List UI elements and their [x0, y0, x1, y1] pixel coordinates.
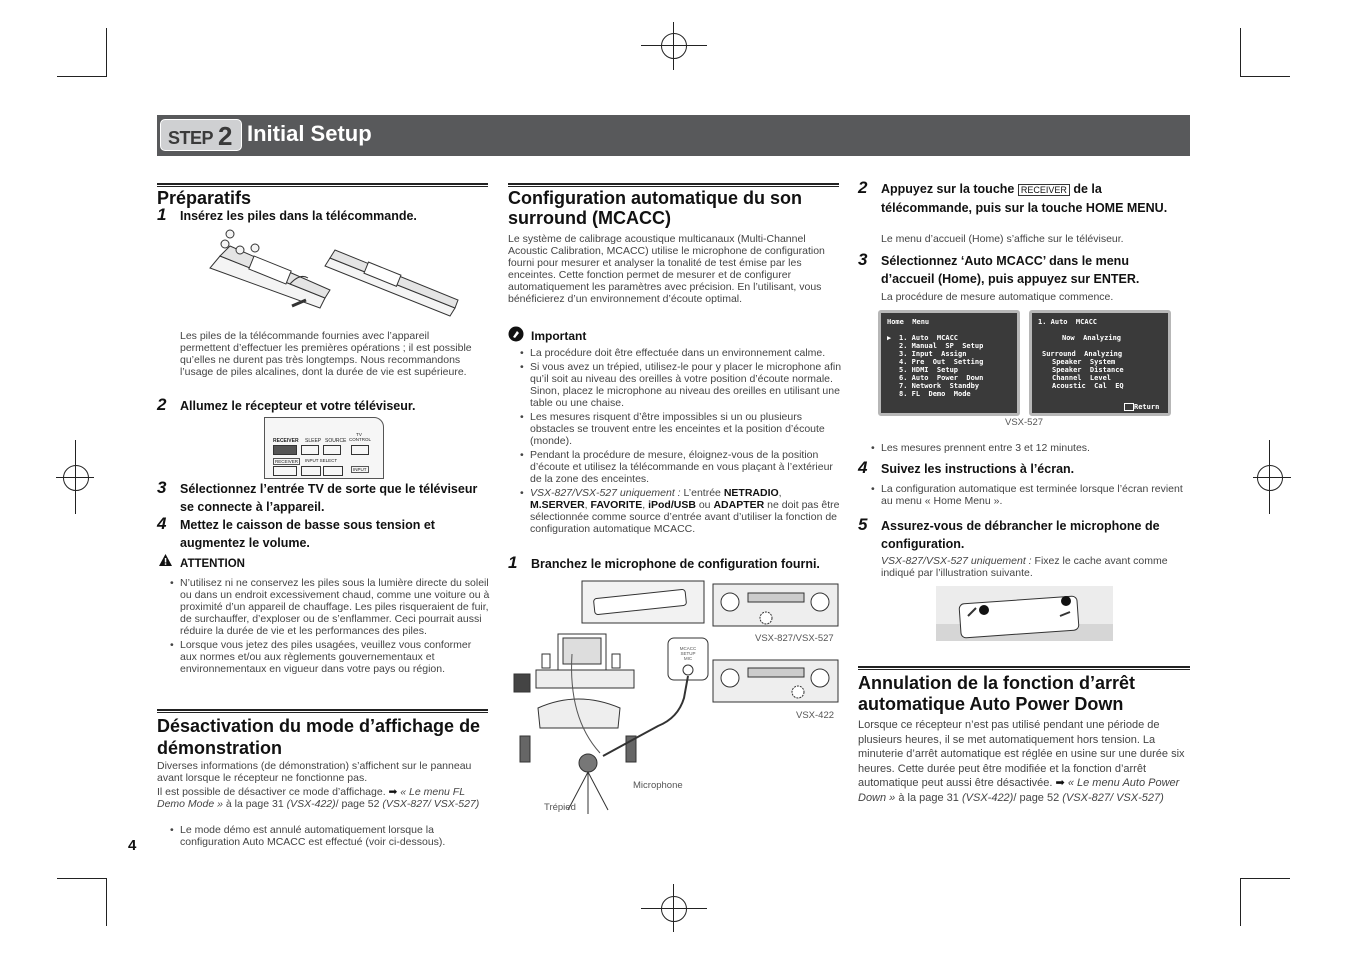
menu-item-6[interactable]: 6. Auto Power Down: [899, 374, 984, 382]
demo-reference: Il est possible de désactiver ce mode d’affichage. ➡ « Le menu FL Demo Mode » à la page 31 (VSX-422)/ page 52 (VSX-827/ VSX-527): [157, 786, 480, 810]
warning-icon: [158, 553, 173, 567]
step-header: [157, 115, 1190, 156]
input-select-right-button[interactable]: [323, 466, 343, 476]
caption-microphone: Microphone: [633, 780, 683, 791]
page-title: Initial Setup: [247, 121, 372, 146]
receiver-mode-button[interactable]: [273, 466, 297, 476]
demo-paragraph: Diverses informations (de démonstration) s’affichent sur le panneau avant lorsque le récepteur ne fonctionne pas.: [157, 760, 472, 784]
list-item: • Si vous avez un trépied, utilisez-le pour y placer le microphone afin qu’il soit au niveau des oreilles à votre position d’écoute normale. Sinon, placez le microphone au niveau des oreilles en utilisant une table ou une chaise.: [520, 361, 842, 409]
arrow-icon: ➡: [1055, 777, 1065, 789]
caption-vsx827: VSX-827/VSX-527: [755, 633, 834, 644]
caption-vsx422: VSX-422: [796, 710, 835, 721]
step-text: Allumez le récepteur et votre téléviseur.: [180, 399, 416, 413]
section-rule: [508, 183, 839, 187]
step-text: Sélectionnez ‘Auto MCACC’ dans le menu d’accueil (Home), puis appuyez sur ENTER.: [881, 254, 1140, 286]
step5-note: VSX-827/VSX-527 uniquement : Fixez le cache avant comme indiqué par l’illustration suivante.: [881, 555, 1168, 579]
list-item: • La procédure doit être effectuée dans un environnement calme.: [520, 347, 842, 359]
screen-title: Home Menu: [887, 318, 930, 326]
menu-item-2[interactable]: 2. Manual SP Setup: [899, 342, 984, 350]
step-note: La procédure de mesure automatique commence.: [881, 291, 1114, 303]
remote-receiver-label: RECEIVER: [273, 438, 299, 444]
menu-item-1[interactable]: 1. Auto MCACC: [899, 334, 959, 342]
important-title: Important: [531, 329, 587, 343]
step-text: Assurez-vous de débrancher le microphone de configuration.: [881, 519, 1160, 551]
screen-item: Speaker System: [1052, 358, 1116, 366]
step-text: Sélectionnez l’entrée TV de sorte que le téléviseur se connecte à l’appareil.: [180, 482, 478, 514]
list-item: • Lorsque vous jetez des piles usagées, veuillez vous conformer aux normes et/ou aux règlements gouvernementaux et environnementaux en vigueur dans votre pays ou région.: [170, 639, 490, 675]
step-text: Insérez les piles dans la télécommande.: [180, 209, 417, 223]
remote-buttons-illustration: [264, 417, 384, 479]
attention-title: ATTENTION: [180, 558, 245, 570]
step-text: Branchez le microphone de configuration fourni.: [531, 557, 820, 571]
sleep-button[interactable]: [301, 445, 319, 455]
step-num: 5: [858, 515, 868, 534]
step-num: 4: [858, 458, 868, 477]
menu-item-3[interactable]: 3. Input Assign: [899, 350, 967, 358]
step-num: 2: [858, 178, 868, 197]
step-num: 1: [157, 205, 167, 224]
reference-link[interactable]: « Le menu Auto Power Down »: [858, 777, 1180, 804]
step-num: 3: [858, 250, 868, 269]
list-item: • N’utilisez ni ne conservez les piles sous la lumière directe du soleil ou dans un endroit excessivement chaud, comme une voiture ou à proximité d’un appareil de chauffage. Les piles risqueraient de fuir, de surchauffer, d’exploser ou de s’enflammer. Ceci pourrait aussi réduire la durée de vie et les performances des piles.: [170, 577, 490, 637]
menu-item-5[interactable]: 5. HDMI Setup: [899, 366, 959, 374]
menu-item-8[interactable]: 8. FL Demo Mode: [899, 390, 971, 398]
menu-item-4[interactable]: 4. Pre Out Setting: [899, 358, 984, 366]
caption-tripod: Trépied: [544, 802, 576, 813]
screen-status: Now Analyzing: [1062, 334, 1122, 342]
step-text: Suivez les instructions à l’écran.: [881, 462, 1075, 476]
return-icon: [1124, 403, 1134, 411]
screen-heading: Surround Analyzing: [1042, 350, 1123, 358]
menu-item-7[interactable]: 7. Network Standby: [899, 382, 980, 390]
list-item: • Pendant la procédure de mesure, éloignez-vous de la position d’écoute et utilisez la télécommande en vous plaçant à l’extérieur de la zone des enceintes.: [520, 449, 842, 485]
screen-item: Channel Level: [1052, 374, 1112, 382]
remote-input-select-label: INPUT SELECT: [305, 458, 338, 463]
step-word: STEP: [168, 128, 214, 148]
caption-vsx527: VSX-527: [1005, 417, 1044, 428]
step-num: 3: [157, 478, 167, 497]
section-title-apd: Annulation de la fonction d’arrêt automatique Auto Power Down: [858, 673, 1136, 714]
list-item: • La configuration automatique est terminée lorsque l’écran revient au menu « Home Menu ».: [871, 483, 1191, 507]
step-number: 2: [218, 121, 233, 151]
screen-item: Acoustic Cal EQ: [1052, 382, 1124, 390]
step-num: 4: [157, 514, 167, 533]
remote-sleep-label: SLEEP: [305, 438, 322, 444]
important-icon: [508, 326, 524, 342]
list-item: • Le mode démo est annulé automatiquement lorsque la configuration Auto MCACC est effectué (voir ci-dessous).: [170, 824, 490, 848]
step-note: Le menu d’accueil (Home) s’affiche sur le téléviseur.: [881, 233, 1124, 245]
list-item: • Les mesures risquent d’être impossibles si un ou plusieurs obstacles se trouvent entre les enceintes et la position d’écoute (monde).: [520, 411, 842, 447]
section-rule: [157, 183, 488, 187]
mcacc-paragraph: Le système de calibrage acoustique multicanaux (Multi-Channel Acoustic Calibration, MCACC) utilise le microphone de configuration fourni pour mesurer et analyser la tonalité de test émise par les enceintes. Cette fonction permet de mesurer et de configurer automatiquement les paramètres avec précision. En l’utilisant, vous bénéficierez d’un environnement d’écoute optimal.: [508, 233, 825, 305]
tv-power-button[interactable]: [351, 445, 369, 455]
step-text: Mettez le caisson de basse sous tension et augmentez le volume.: [180, 518, 435, 550]
return-button[interactable]: Return: [1134, 403, 1160, 411]
demo-list: [170, 824, 490, 850]
measure-list: [871, 442, 1191, 456]
input-select-left-button[interactable]: [301, 466, 321, 476]
page-number: 4: [128, 837, 137, 854]
section-rule: [157, 709, 488, 713]
remote-input-label: INPUT: [353, 467, 367, 472]
section-title-preparatifs: Préparatifs: [157, 188, 252, 208]
step-badge: [160, 119, 242, 151]
step4-list: [871, 483, 1191, 509]
battery-insertion-illustration: [200, 228, 460, 324]
screen-item: Speaker Distance: [1052, 366, 1124, 374]
remote-receiver-mode-label: RECEIVER: [275, 459, 299, 464]
section-title-demo: Désactivation du mode d’affichage de démonstration: [157, 716, 481, 758]
step-num: 1: [508, 553, 518, 572]
receiver-power-button[interactable]: [273, 445, 297, 455]
remote-source-label: SOURCE: [325, 438, 347, 444]
step-text: Appuyez sur la touche RECEIVER de la télécommande, puis sur la touche HOME MENU.: [881, 182, 1168, 215]
section-title-mcacc: Configuration automatique du son surround (MCACC): [508, 188, 802, 228]
arrow-icon: ➡: [388, 786, 398, 798]
home-menu-screen: [878, 310, 1020, 416]
source-button[interactable]: [323, 445, 341, 455]
list-item: • VSX-827/VSX-527 uniquement : L’entrée NETRADIO, M.SERVER, FAVORITE, iPod/USB ou ADAPTER ne doit pas être sélectionnée comme source d’entrée avant d’utiliser la fonction de configuration automatique MCACC.: [520, 487, 842, 535]
cursor-icon: ▶: [887, 334, 892, 342]
step-num: 2: [157, 395, 167, 414]
list-item: • Les mesures prennent entre 3 et 12 minutes.: [871, 442, 1191, 454]
attention-list: [170, 577, 490, 677]
screen-title: 1. Auto MCACC: [1038, 318, 1098, 326]
receiver-key: RECEIVER: [1018, 184, 1070, 196]
important-list: [520, 347, 842, 537]
auto-mcacc-screen: [1029, 310, 1171, 416]
mic-jack-label: MCACC SETUP MIC: [679, 646, 697, 661]
reference-link[interactable]: « Le menu FL Demo Mode »: [157, 786, 465, 810]
front-cover-illustration: [936, 586, 1113, 641]
apd-paragraph: Lorsque ce récepteur n’est pas utilisé pendant une période de plusieurs heures, il se met automatiquement hors tension. La minuterie d’arrêt automatique est réglée en usine sur une durée six heures. Cette durée peut être modifiée et la fonction d’arrêt automatique peut aussi être désactivée. ➡ « Le menu Auto Power Down » à la page 31 (VSX-422)/ page 52 (VSX-827/ VSX-527): [858, 719, 1185, 804]
section-rule: [858, 666, 1190, 670]
remote-tv-control-label: TV CONTROL: [349, 432, 372, 442]
battery-paragraph: Les piles de la télécommande fournies avec l’appareil permettent d’effectuer les premières opérations ; il est possible qu’elles ne durent pas très longtemps. Nous recommandons l’usage de piles alcalines, dont la durée de vie est supérieure.: [180, 330, 472, 378]
